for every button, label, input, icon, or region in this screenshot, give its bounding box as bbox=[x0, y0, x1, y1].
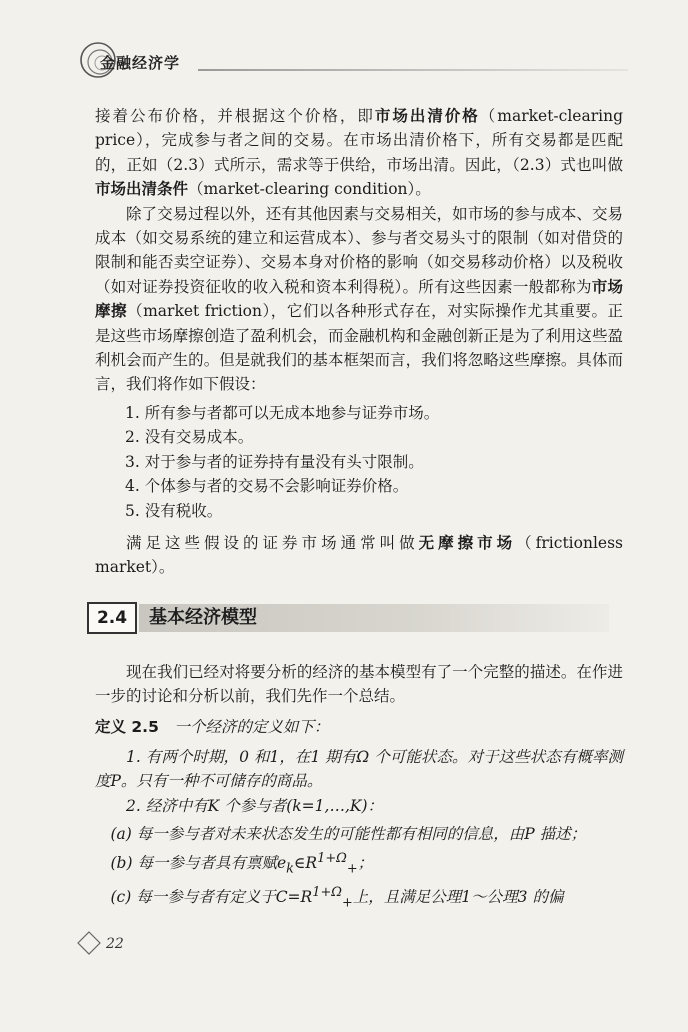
text-run: ∈R bbox=[293, 853, 318, 872]
term-market-friction: 市场摩擦 bbox=[95, 277, 623, 321]
book-title: 金融经济学 bbox=[100, 54, 181, 72]
definition-sub-c bbox=[95, 881, 623, 916]
term-market-clearing-price: 市场出清价格 bbox=[374, 107, 480, 125]
definition-label: 定义 2.5 bbox=[95, 717, 159, 736]
text-run: （frictionless market）。 bbox=[95, 533, 623, 577]
section-title: 基本经济模型 bbox=[149, 606, 257, 628]
assumption-item: 2. 没有交易成本。 bbox=[125, 428, 254, 447]
superscript: 1+Ω bbox=[312, 885, 342, 901]
superscript: 1+Ω bbox=[317, 850, 347, 866]
term-frictionless-market: 无摩擦市场 bbox=[418, 533, 517, 552]
subscript: k bbox=[286, 860, 294, 876]
text-run: ； bbox=[357, 853, 374, 872]
text-run: 接着公布价格，并根据这个价格，即 bbox=[95, 107, 375, 125]
page-footer bbox=[76, 930, 276, 960]
definition-intro: 一个经济的定义如下： bbox=[158, 717, 330, 736]
text-run: (c) 每一参与者有定义于C=R bbox=[110, 888, 313, 907]
assumption-item: 4. 个体参与者的交易不会影响证券价格。 bbox=[125, 477, 409, 496]
term-market-clearing-condition: 市场出清条件 bbox=[95, 180, 189, 199]
assumption-item: 3. 对于参与者的证券持有量没有头寸限制。 bbox=[125, 452, 424, 471]
page-number: 22 bbox=[106, 936, 124, 952]
paragraph-frictionless bbox=[95, 531, 623, 580]
definition-sub-a: (a) 每一参与者对未来状态发生的可能性都有相同的信息，由P 描述； bbox=[110, 825, 587, 844]
assumption-item: 1. 所有参与者都可以无成本地参与证券市场。 bbox=[125, 403, 440, 422]
section-heading bbox=[87, 602, 627, 634]
paragraph-market-friction bbox=[95, 202, 623, 397]
subscript: + bbox=[341, 895, 353, 911]
assumption-item: 5. 没有税收。 bbox=[125, 501, 223, 520]
definition-sub-b bbox=[95, 847, 623, 882]
text-run: （market friction），它们以各种形式存在，对实际操作尤其重要。正是这些市场摩擦创造了盈利机会，而金融机构和金融创新正是为了利用这些盈利机会而产生的。但是就我们的基本框架而言，我们将忽略这些摩擦。具体而言，我们将作如下假设： bbox=[95, 302, 623, 394]
text-run: （market-clearing price），完成参与者之间的交易。在市场出清价格下，所有交易都是匹配的，正如（2.3）式所示，需求等于供给，市场出清。因此，（2.3）式也叫做 bbox=[95, 107, 623, 174]
header-rule bbox=[198, 69, 628, 71]
text-run: 除了交易过程以外，还有其他因素与交易相关，如市场的参与成本、交易成本（如交易系统的建立和运营成本）、参与者交易头寸的限制（如对借贷的限制和能否卖空证券）、交易本身对价格的影响（如交易移动价格）以及税收（如对证券投资征收的收入税和资本利得税）。所有这些因素一般都称为 bbox=[95, 204, 623, 296]
paragraph-market-clearing bbox=[95, 104, 623, 202]
text-run: (b) 每一参与者具有禀赋e bbox=[110, 853, 287, 872]
text-run: 上，且满足公理1～公理3 的偏 bbox=[352, 888, 564, 907]
definition-header bbox=[95, 715, 623, 739]
definition-item-2: 2. 经济中有K 个参与者(k=1,…,K)： bbox=[126, 796, 383, 815]
definition-item-1: 1. 有两个时期，0 和1，在1 期有Ω 个可能状态。对于这些状态有概率测度P。只有一种不可储存的商品。 bbox=[95, 747, 623, 791]
subscript: + bbox=[346, 860, 358, 876]
text-run: 满足这些假设的证券市场通常叫做 bbox=[126, 533, 419, 552]
page-body bbox=[95, 104, 623, 916]
paragraph-summary: 现在我们已经对将要分析的经济的基本模型有了一个完整的描述。在作进一步的讨论和分析以前，我们先作一个总结。 bbox=[95, 662, 623, 706]
section-number: 2.4 bbox=[87, 602, 137, 634]
text-run: （market-clearing condition）。 bbox=[188, 180, 431, 199]
diamond-ornament-icon bbox=[76, 930, 102, 956]
assumption-list bbox=[95, 401, 623, 523]
running-header bbox=[78, 40, 638, 80]
